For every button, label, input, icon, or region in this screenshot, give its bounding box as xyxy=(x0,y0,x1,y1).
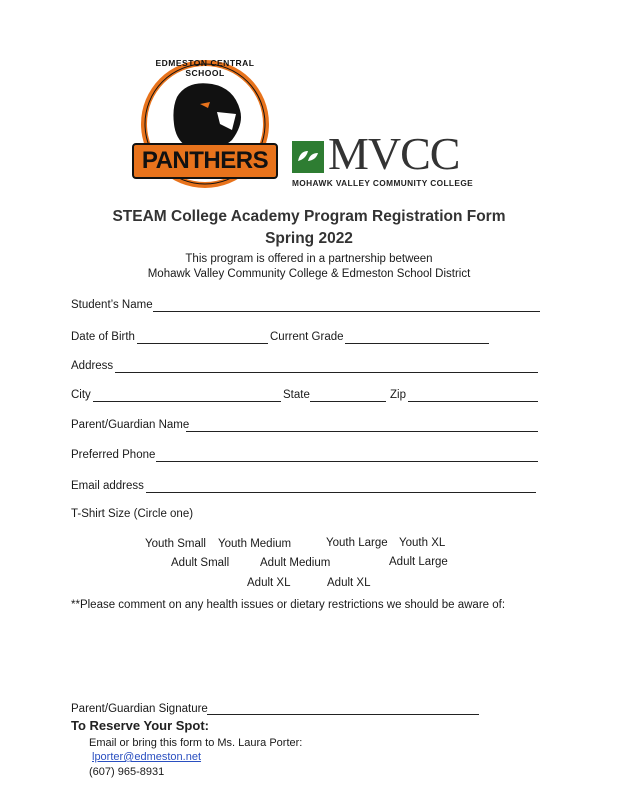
mvcc-abbrev: MVCC xyxy=(328,128,460,179)
panthers-banner xyxy=(132,143,278,179)
size-adult-large[interactable]: Adult Large xyxy=(389,556,448,568)
reserve-heading: To Reserve Your Spot: xyxy=(71,718,209,733)
reserve-instructions: Email or bring this form to Ms. Laura Porter: xyxy=(89,737,303,749)
contact-email-link[interactable]: lporter@edmeston.net xyxy=(92,751,202,763)
email-label: Email address xyxy=(71,480,144,492)
size-youth-xl[interactable]: Youth XL xyxy=(399,537,446,549)
size-youth-small[interactable]: Youth Small xyxy=(145,538,206,550)
grade-field[interactable] xyxy=(345,343,489,344)
address-field[interactable] xyxy=(115,372,538,373)
guardian-field[interactable] xyxy=(186,431,538,432)
state-label: State xyxy=(283,389,310,401)
signature-field[interactable] xyxy=(207,714,479,715)
address-label: Address xyxy=(71,360,114,372)
subtitle-line-1: This program is offered in a partnership between xyxy=(185,253,433,265)
student-name-field[interactable] xyxy=(153,311,540,312)
dob-field[interactable] xyxy=(137,343,268,344)
size-adult-xl-2[interactable]: Adult XL xyxy=(327,577,371,589)
mvcc-leaf-icon xyxy=(292,141,324,173)
size-adult-medium[interactable]: Adult Medium xyxy=(260,557,331,569)
grade-label: Current Grade xyxy=(270,331,344,343)
tshirt-label: T-Shirt Size (Circle one) xyxy=(71,508,194,520)
size-adult-xl-1[interactable]: Adult XL xyxy=(247,577,291,589)
size-adult-small[interactable]: Adult Small xyxy=(171,557,230,569)
email-field[interactable] xyxy=(146,492,536,493)
zip-field[interactable] xyxy=(408,401,538,402)
city-field[interactable] xyxy=(93,401,281,402)
signature-label: Parent/Guardian Signature xyxy=(71,703,208,715)
mascot-name: PANTHERS xyxy=(141,147,269,174)
subtitle-line-2: Mohawk Valley Community College & Edmeston School District xyxy=(147,268,471,280)
form-term: Spring 2022 xyxy=(265,230,353,247)
city-label: City xyxy=(71,389,91,401)
contact-phone: (607) 965-8931 xyxy=(89,766,165,778)
zip-label: Zip xyxy=(390,389,406,401)
mvcc-full-name: MOHAWK VALLEY COMMUNITY COLLEGE xyxy=(292,178,474,188)
health-comments-area[interactable] xyxy=(71,616,541,696)
phone-label: Preferred Phone xyxy=(71,449,156,461)
school-arc-text: EDMESTON CENTRAL SCHOOL xyxy=(155,58,255,78)
form-title: STEAM College Academy Program Registration Form xyxy=(112,208,506,225)
size-youth-large[interactable]: Youth Large xyxy=(326,537,388,549)
student-name-label: Student’s Name xyxy=(71,299,153,311)
phone-field[interactable] xyxy=(156,461,538,462)
state-field[interactable] xyxy=(310,401,386,402)
dob-label: Date of Birth xyxy=(71,331,135,343)
guardian-label: Parent/Guardian Name xyxy=(71,419,190,431)
health-prompt: **Please comment on any health issues or dietary restrictions we should be aware of: xyxy=(71,599,506,611)
size-youth-medium[interactable]: Youth Medium xyxy=(218,538,292,550)
